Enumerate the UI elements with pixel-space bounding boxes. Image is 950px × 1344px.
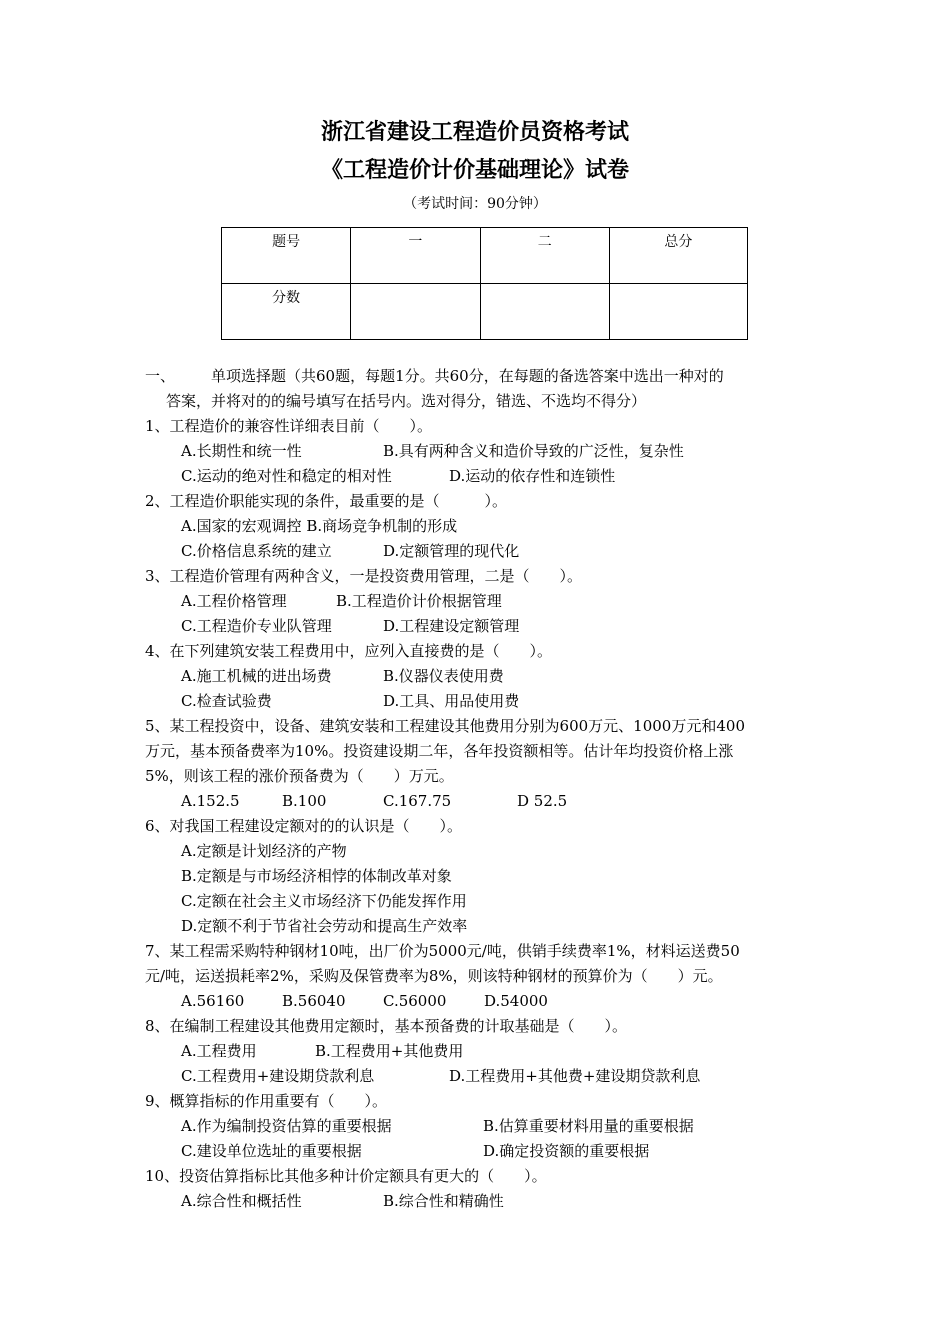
option-5a: A.152.5 bbox=[181, 792, 240, 810]
option-8b: B.工程费用+其他费用 bbox=[315, 1042, 464, 1060]
option-6b: B.定额是与市场经济相悖的体制改革对象 bbox=[181, 867, 452, 885]
question-options-2-row1 bbox=[145, 514, 810, 539]
exam-title-line2: 《工程造价计价基础理论》试卷 bbox=[320, 158, 629, 183]
question-stem-8: 8、在编制工程建设其他费用定额时，基本预备费的计取基础是（ ）。 bbox=[145, 1017, 628, 1035]
score-input-section2[interactable] bbox=[480, 284, 609, 340]
question-stem-4: 4、在下列建筑安装工程费用中，应列入直接费的是（ ）。 bbox=[145, 642, 553, 660]
option-3b: B.工程造价计价根据管理 bbox=[336, 592, 502, 610]
question-stem-5-line2: 万元，基本预备费率为10%。投资建设期二年，各年投资额相等。估计年均投资价格上涨 bbox=[145, 742, 734, 760]
option-10b: B.综合性和精确性 bbox=[383, 1192, 504, 1210]
option-4c: C.检查试验费 bbox=[181, 692, 272, 710]
score-cell-section2: 二 bbox=[480, 228, 609, 284]
question-stem-7-line1: 7、某工程需采购特种钢材10吨，出厂价为5000元/吨，供销手续费率1%，材料运送费50 bbox=[145, 942, 740, 960]
option-7a: A.56160 bbox=[181, 992, 245, 1010]
score-input-section1[interactable] bbox=[351, 284, 480, 340]
option-9d: D.确定投资额的重要根据 bbox=[483, 1142, 650, 1160]
option-8c: C.工程费用+建设期贷款利息 bbox=[181, 1067, 375, 1085]
score-table-score-row bbox=[222, 284, 748, 340]
question-options-9-row2 bbox=[145, 1139, 810, 1164]
question-stem-7-line2: 元/吨，运送损耗率2%，采购及保管费率为8%，则该特种钢材的预算价为（ ）元。 bbox=[145, 967, 723, 985]
score-table bbox=[221, 227, 748, 340]
section-instruction-line2: 答案，并将对的的编号填写在括号内。选对得分，错选、不选均不得分） bbox=[166, 392, 647, 410]
option-5c: C.167.75 bbox=[383, 792, 452, 810]
score-input-total[interactable] bbox=[609, 284, 747, 340]
question-stem-5-line1: 5、某工程投资中，设备、建筑安装和工程建设其他费用分别为600万元、1000万元和400 bbox=[145, 717, 745, 735]
option-7d: D.54000 bbox=[484, 992, 548, 1010]
option-6d: D.定额不利于节省社会劳动和提高生产效率 bbox=[181, 917, 468, 935]
exam-title-line1: 浙江省建设工程造价员资格考试 bbox=[320, 120, 629, 145]
option-2d: D.定额管理的现代化 bbox=[383, 542, 520, 560]
question-options-7 bbox=[145, 989, 810, 1014]
option-4b: B.仪器仪表使用费 bbox=[383, 667, 504, 685]
question-options-1-row1 bbox=[145, 439, 810, 464]
exam-content bbox=[145, 364, 810, 1214]
question-stem-9: 9、概算指标的作用重要有（ ）。 bbox=[145, 1092, 388, 1110]
question-stem-1: 1、工程造价的兼容性详细表目前（ ）。 bbox=[145, 417, 433, 435]
score-cell-section1: 一 bbox=[351, 228, 480, 284]
question-options-3-row1 bbox=[145, 589, 810, 614]
question-stem-2: 2、工程造价职能实现的条件，最重要的是（ ）。 bbox=[145, 492, 508, 510]
question-stem-5-line3: 5%，则该工程的涨价预备费为（ ）万元。 bbox=[145, 767, 454, 785]
option-1a: A.长期性和统一性 bbox=[181, 442, 302, 460]
section-instruction-line1: 单项选择题（共60题，每题1分。共60分，在每题的备选答案中选出一种对的 bbox=[211, 367, 724, 385]
question-options-8-row2 bbox=[145, 1064, 810, 1089]
exam-time: （考试时间：90分钟） bbox=[403, 196, 547, 212]
option-5b: B.100 bbox=[282, 792, 327, 810]
option-9b: B.估算重要材料用量的重要根据 bbox=[483, 1117, 694, 1135]
option-6c: C.定额在社会主义市场经济下仍能发挥作用 bbox=[181, 892, 467, 910]
option-3c: C.工程造价专业队管理 bbox=[181, 617, 332, 635]
score-cell-total: 总分 bbox=[609, 228, 747, 284]
option-3d: D.工程建设定额管理 bbox=[383, 617, 520, 635]
option-4d: D.工具、用品使用费 bbox=[383, 692, 520, 710]
option-9a: A.作为编制投资估算的重要根据 bbox=[181, 1117, 392, 1135]
option-8d: D.工程费用+其他费+建设期贷款利息 bbox=[449, 1067, 701, 1085]
section-heading bbox=[145, 364, 810, 389]
question-options-9-row1 bbox=[145, 1114, 810, 1139]
option-7c: C.56000 bbox=[383, 992, 447, 1010]
option-4a: A.施工机械的进出场费 bbox=[181, 667, 332, 685]
option-1c: C.运动的绝对性和稳定的相对性 bbox=[181, 467, 392, 485]
option-7b: B.56040 bbox=[282, 992, 346, 1010]
question-options-3-row2 bbox=[145, 614, 810, 639]
question-options-4-row1 bbox=[145, 664, 810, 689]
question-stem-10: 10、投资估算指标比其他多种计价定额具有更大的（ ）。 bbox=[145, 1167, 547, 1185]
section-number: 一、 bbox=[145, 367, 176, 385]
option-1b: B.具有两种含义和造价导致的广泛性，复杂性 bbox=[383, 442, 684, 460]
option-10a: A.综合性和概括性 bbox=[181, 1192, 302, 1210]
option-1d: D.运动的依存性和连锁性 bbox=[449, 467, 616, 485]
option-5d: D 52.5 bbox=[517, 792, 568, 810]
question-options-10-row1 bbox=[145, 1189, 810, 1214]
option-6a: A.定额是计划经济的产物 bbox=[181, 842, 347, 860]
score-table-header-row bbox=[222, 228, 748, 284]
question-options-1-row2 bbox=[145, 464, 810, 489]
score-cell-label: 分数 bbox=[222, 284, 351, 340]
question-options-2-row2 bbox=[145, 539, 810, 564]
question-options-5 bbox=[145, 789, 810, 814]
question-options-4-row2 bbox=[145, 689, 810, 714]
score-cell-label: 题号 bbox=[222, 228, 351, 284]
question-stem-3: 3、工程造价管理有两种含义，一是投资费用管理，二是（ ）。 bbox=[145, 567, 583, 585]
option-3a: A.工程价格管理 bbox=[181, 592, 287, 610]
question-options-8-row1 bbox=[145, 1039, 810, 1064]
option-8a: A.工程费用 bbox=[181, 1042, 257, 1060]
question-stem-6: 6、对我国工程建设定额对的的认识是（ ）。 bbox=[145, 817, 463, 835]
option-9c: C.建设单位选址的重要根据 bbox=[181, 1142, 362, 1160]
option-2c: C.价格信息系统的建立 bbox=[181, 542, 332, 560]
option-2ab: A.国家的宏观调控 B.商场竞争机制的形成 bbox=[181, 517, 458, 535]
